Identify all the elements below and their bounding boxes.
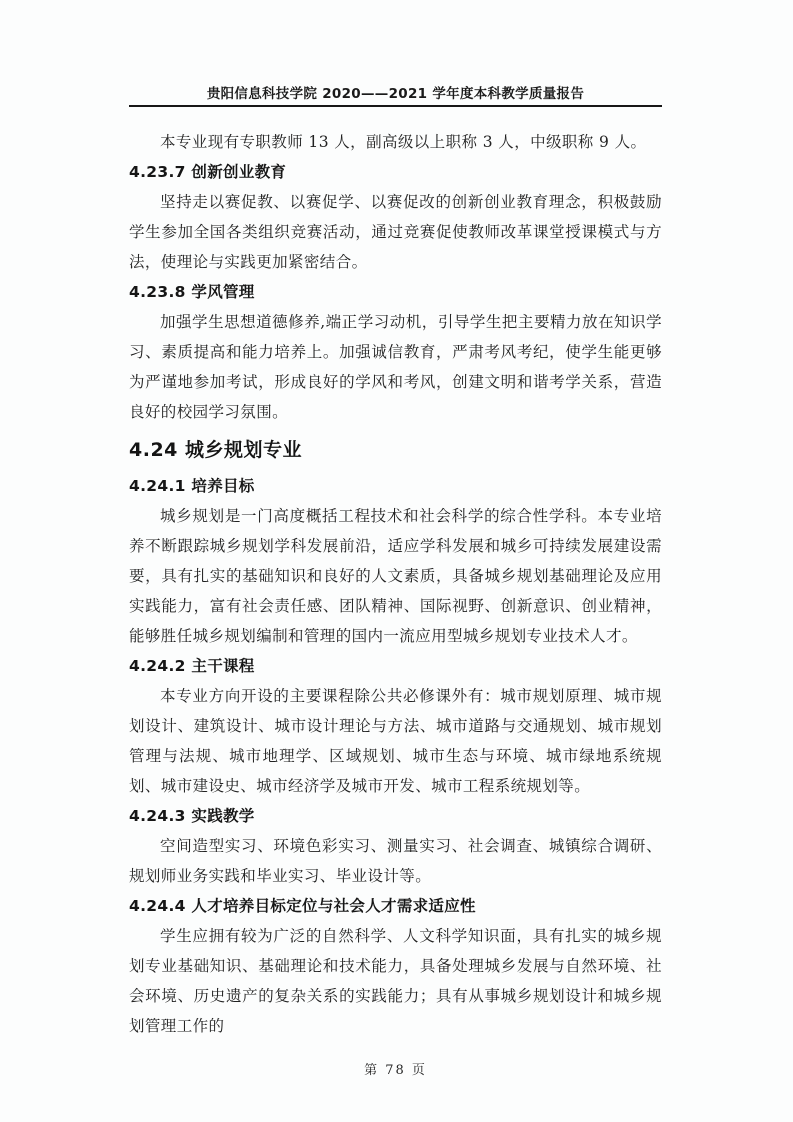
heading-4-24-3: 4.24.3 实践教学 [129,807,255,825]
heading-4-23-8: 4.23.8 学风管理 [129,283,255,301]
heading-4-24-4: 4.24.4 人才培养目标定位与社会人才需求适应性 [129,897,476,915]
paragraph-innovation-education: 坚持走以赛促教、以赛促学、以赛促改的创新创业教育理念，积极鼓励学生参加全国各类组织竞赛活动，通过竞赛促使教师改革课堂授课模式与方法，使理论与实践更加紧密结合。 [129,193,662,271]
paragraph-talent-demand: 学生应拥有较为广泛的自然科学、人文科学知识面，具有扎实的城乡规划专业基础知识、基础理论和技术能力，具备处理城乡发展与自然环境、社会环境、历史遗产的复杂关系的实践能力；具有从事城乡规划设计和城乡规划管理工作的 [129,927,662,1035]
heading-4-23-7: 4.23.7 创新创业教育 [129,163,287,181]
heading-4-24: 4.24 城乡规划专业 [129,439,302,461]
page-header [129,86,662,107]
paragraph-practice-teaching: 空间造型实习、环境色彩实习、测量实习、社会调查、城镇综合调研、规划师业务实践和毕业实习、毕业设计等。 [129,837,662,885]
paragraph-study-style: 加强学生思想道德修养,端正学习动机，引导学生把主要精力放在知识学习、素质提高和能力培养上。加强诚信教育，严肃考风考纪，使学生能更够为严谨地参加考试，形成良好的学风和考风，创建文明和谐考学关系，营造良好的校园学习氛围。 [129,313,662,421]
header-title: 贵阳信息科技学院 2020——2021 学年度本科教学质量报告 [206,86,585,102]
paragraph-main-courses: 本专业方向开设的主要课程除公共必修课外有：城市规划原理、城市规划设计、建筑设计、城市设计理论与方法、城市道路与交通规划、城市规划管理与法规、城市地理学、区域规划、城市生态与环境、城市绿地系统规划、城市建设史、城市经济学及城市开发、城市工程系统规划等。 [129,687,662,795]
header-rule [129,105,662,107]
heading-4-24-1: 4.24.1 培养目标 [129,477,255,495]
page-footer [129,1056,662,1086]
paragraph-training-goal: 城乡规划是一门高度概括工程技术和社会科学的综合性学科。本专业培养不断跟踪城乡规划学科发展前沿，适应学科发展和城乡可持续发展建设需要，具有扎实的基础知识和良好的人文素质，具备城乡规划基础理论及应用实践能力，富有社会责任感、团队精神、国际视野、创新意识、创业精神，能够胜任城乡规划编制和管理的国内一流应用型城乡规划专业技术人才。 [129,507,662,645]
heading-4-24-2: 4.24.2 主干课程 [129,657,255,675]
document-body [129,127,662,1041]
paragraph-teacher-counts: 本专业现有专职教师 13 人，副高级以上职称 3 人，中级职称 9 人。 [160,133,647,151]
page-number: 第 78 页 [364,1063,427,1078]
